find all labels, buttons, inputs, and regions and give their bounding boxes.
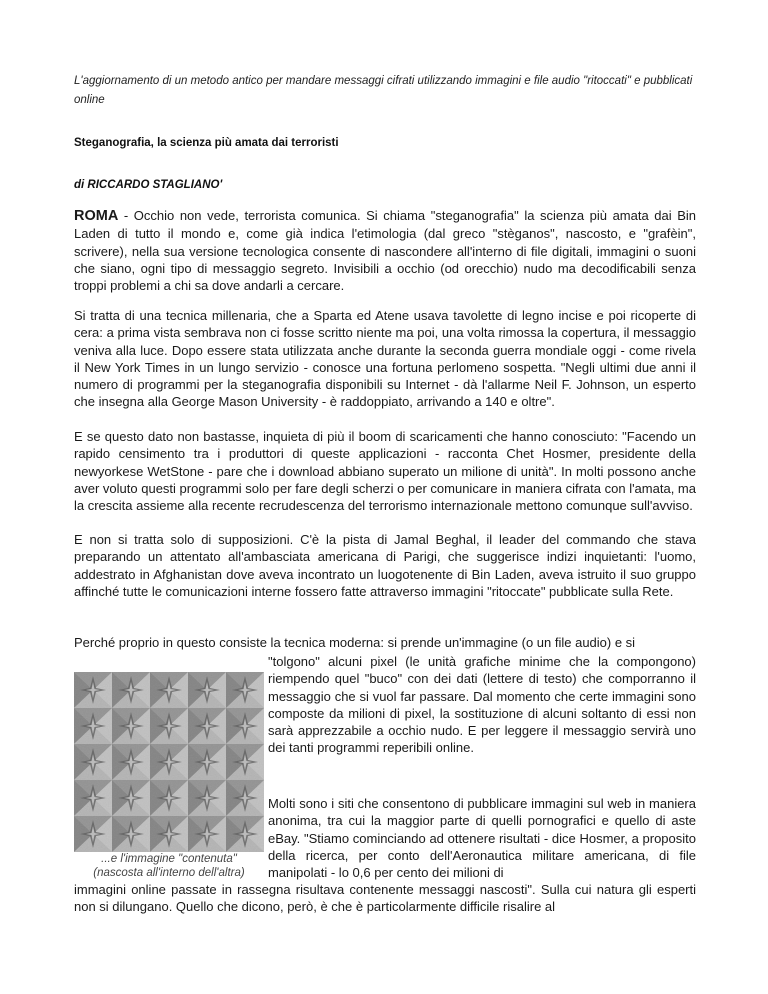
figure-caption — [74, 852, 264, 880]
dateline: ROMA — [74, 208, 119, 224]
figure — [74, 672, 264, 879]
paragraph-2: Si tratta di una tecnica millenaria, che a Sparta ed Atene usava tavolette di legno incise e poi ricoperte di cera: a prima vista sembrava non ci fosse scritto niente ma poi, una volta rimossa la copertura, il messaggio veniva alla luce. Dopo essere stata utilizzata anche durante la seconda guerra mondiale oggi - come rivela il New York Times in un lungo servizio - conosce una fortuna perlomeno sospetta. "Negli ultimi due anni il numero di programmi per la steganografia disponibili su Internet - dà l'allarme Neil F. Johnson, un esperto che insegna alla George Mason University - è raddoppiato, arrivando a 140 e oltre". — [74, 308, 696, 410]
paragraph-5-continued: "tolgono" alcuni pixel (le unità grafiche minime che la compongono) riempendo quel "buco" con dei dati (lettere di testo) che comporranno il messaggio che si vuol far passare. Dal momento che certe immagini sono composte da milioni di pixel, la sostituzione di alcuni soltanto di essi non sarà apprezzabile a occhio nudo. E per leggere il messaggio servirà uno dei tanti programmi reperibili online. — [268, 654, 696, 756]
figure-caption-line-1: ...e l'immagine "contenuta" — [101, 853, 237, 865]
paragraph-3: E se questo dato non bastasse, inquieta di più il boom di scaricamenti che hanno conosciuto: "Facendo un rapido censimento tra i produttori di queste applicazioni - racconta Chet Hosmer, presidente della newyorkese WetStone - pare che i download abbiano superato un milione di unità". In molti possono anche aver voluto questi programmi solo per fare degli scherzi o per comunicare in maniera cifrata con l'amata, ma la crescita assieme alla recente recrudescenza del terrorismo internazionale mettono comunque sull'avviso. — [74, 429, 696, 514]
paragraph-6-side: Molti sono i siti che consentono di pubblicare immagini sul web in maniera anonima, tra cui la maggior parte di quelli pornografici e quello di aste eBay. "Stiamo cominciando ad ottenere risultati - dice Hosmer, a proposito della ricerca, per conto dell'Aeronautica militare americana, di file manipolati - lo 0,6 per cento dei milioni di — [268, 796, 696, 881]
paragraph-6-full: immagini online passate in rassegna risultava contenente messaggi nascosti". Sulla cui natura gli esperti non si dilungano. Quello che dicono, però, è che è particolarmente difficile risalire al — [74, 882, 696, 915]
paragraph-5-lead: Perché proprio in questo consiste la tecnica moderna: si prende un'immagine (o un file audio) e si — [74, 635, 636, 650]
article-byline: di RICCARDO STAGLIANO' — [74, 179, 223, 191]
paragraph-1 — [74, 207, 696, 294]
article-headline: Steganografia, la scienza più amata dai terroristi — [74, 137, 339, 149]
paragraph-4: E non si tratta solo di supposizioni. C'è la pista di Jamal Beghal, il leader del commando che stava preparando un attentato all'ambasciata americana di Parigi, che suggerisce indizi inquietanti: l'uomo, addestrato in Afghanistan dove aveva incontrato un luogotenente di Bin Laden, aveva istruito il suo gruppo affinché tutte le comunicazioni interne fossero fatte attraverso immagini "ritoccate" pubblicate sulla Rete. — [74, 532, 696, 599]
paragraph-1-text: - Occhio non vede, terrorista comunica. Si chiama "steganografia" la scienza più amata dai Bin Laden di tutto il mondo e, come già indica l'etimologia (dal greco "stèganos", nascosto, e "grafèin", scrivere), nella sua versione tecnologica consente di nascondere all'interno di file digitali, immagini o suoni che siano, ogni tipo di messaggio segreto. Invisibili a occhio (od orecchio) nudo ma decodificabili senza troppi problemi a chi sa dove andarli a cercare. — [74, 208, 696, 294]
figure-caption-line-2: (nascosta all'interno dell'altra) — [93, 867, 245, 879]
article-kicker: L'aggiornamento di un metodo antico per mandare messaggi cifrati utilizzando immagini e file audio "ritoccati" e pubblicati online — [74, 75, 693, 106]
steganography-hidden-image — [74, 672, 264, 852]
